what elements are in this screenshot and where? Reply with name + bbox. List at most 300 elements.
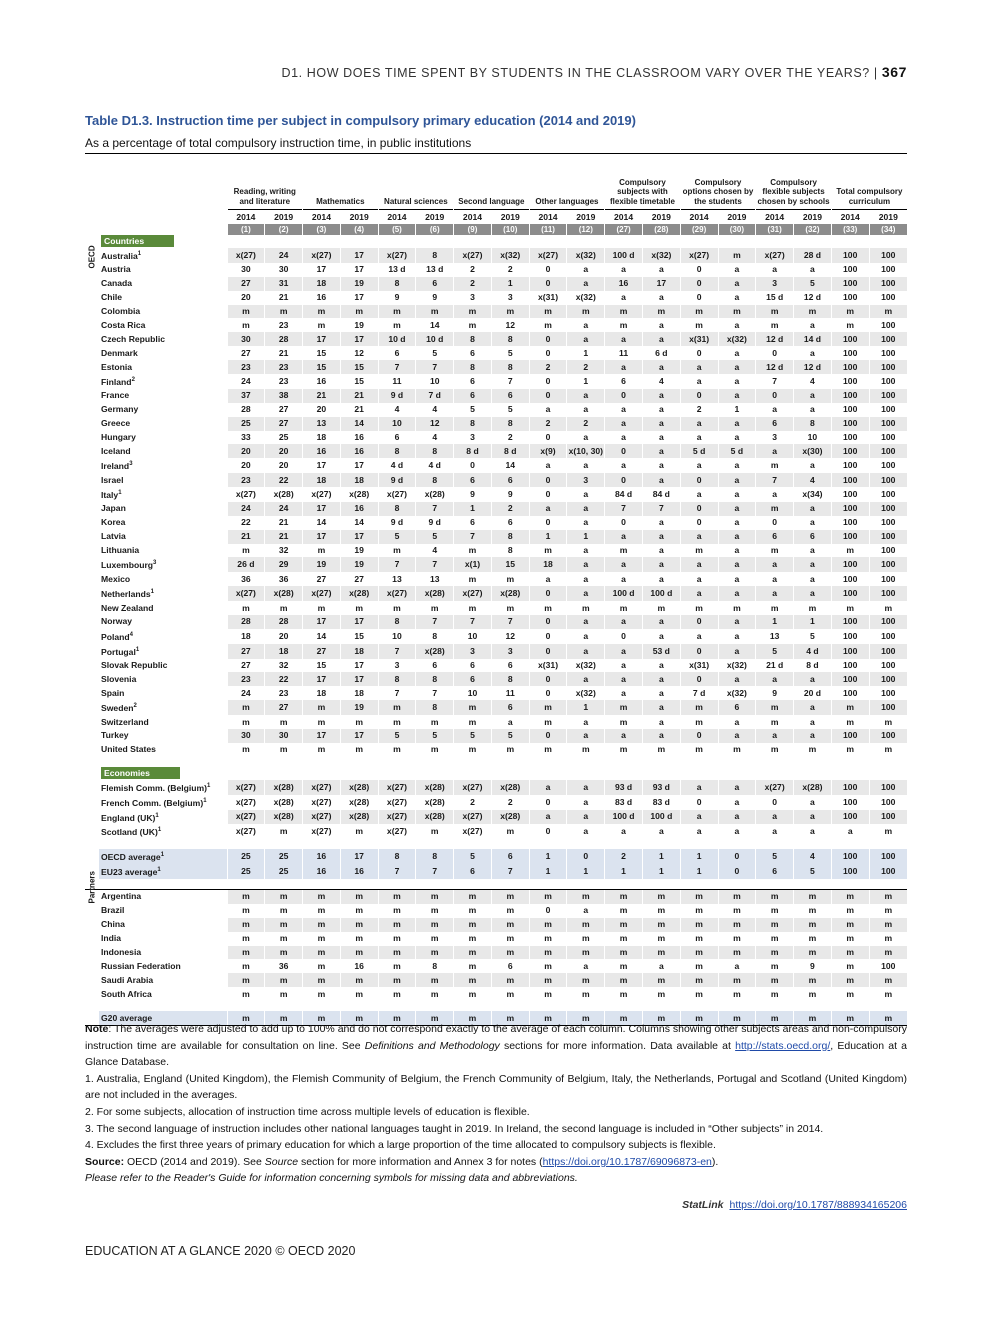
value-cell: a: [567, 586, 605, 601]
value-cell: a: [642, 516, 680, 530]
value-cell: m: [227, 973, 265, 987]
value-cell: 7: [416, 615, 454, 629]
value-cell: 6: [454, 346, 492, 360]
value-cell: 28: [227, 615, 265, 629]
row-label-text: France: [101, 390, 130, 401]
row-label: [99, 904, 227, 918]
value-cell: m: [756, 959, 794, 973]
value-cell: m: [680, 918, 718, 932]
table-row: [85, 502, 907, 516]
footnote-marker: 3: [129, 461, 133, 468]
table-row: [85, 572, 907, 586]
value-cell: 21: [227, 530, 265, 544]
value-cell: a: [794, 403, 832, 417]
value-cell: a: [794, 715, 832, 729]
value-cell: m: [718, 248, 756, 263]
value-cell: m: [529, 700, 567, 715]
row-label-text: Czech Republic: [101, 333, 165, 344]
value-cell: 2: [567, 360, 605, 374]
value-cell: 28: [265, 332, 303, 346]
side-label: [85, 870, 99, 1001]
value-cell: m: [831, 959, 869, 973]
table-subtitle: As a percentage of total compulsory instruction time, in public institutions: [85, 136, 472, 150]
value-cell: 1: [794, 615, 832, 629]
row-label-text: Estonia: [101, 361, 133, 372]
value-cell: m: [567, 973, 605, 987]
value-cell: 36: [265, 572, 303, 586]
value-cell: a: [642, 672, 680, 686]
value-cell: 0: [605, 629, 643, 644]
value-cell: m: [529, 601, 567, 615]
value-cell: m: [831, 987, 869, 1001]
value-cell: m: [605, 305, 643, 319]
year-cell: 2019: [567, 210, 605, 225]
value-cell: 100: [869, 849, 907, 864]
value-cell: m: [378, 715, 416, 729]
value-cell: 13 d: [416, 263, 454, 277]
value-cell: m: [756, 973, 794, 987]
value-cell: 0: [529, 516, 567, 530]
value-cell: 17: [303, 263, 341, 277]
value-cell: m: [605, 973, 643, 987]
table-row: [85, 715, 907, 729]
table-row: [85, 332, 907, 346]
note-paragraph: [85, 1021, 907, 1071]
value-cell: m: [756, 715, 794, 729]
value-cell: 1: [642, 849, 680, 864]
value-cell: x(28): [416, 780, 454, 795]
value-cell: m: [831, 946, 869, 960]
row-label: [99, 431, 227, 445]
value-cell: x(32): [642, 248, 680, 263]
value-cell: 100: [831, 360, 869, 374]
value-cell: m: [756, 318, 794, 332]
source-text: section for more information and Annex 3 for notes (: [298, 1155, 543, 1168]
statlink-url[interactable]: https://doi.org/10.1787/888934165206: [729, 1199, 907, 1211]
value-cell: 27: [227, 277, 265, 291]
value-cell: 16: [340, 502, 378, 516]
value-cell: a: [567, 403, 605, 417]
value-cell: m: [416, 918, 454, 932]
value-cell: 10 d: [416, 332, 454, 346]
value-cell: a: [605, 729, 643, 743]
value-cell: x(28): [491, 586, 529, 601]
row-label: [99, 572, 227, 586]
row-label-text: Korea: [101, 517, 126, 528]
value-cell: m: [794, 987, 832, 1001]
value-cell: x(27): [303, 824, 341, 839]
footnote-marker: 2: [131, 376, 135, 383]
value-cell: a: [529, 810, 567, 825]
value-cell: 16: [340, 444, 378, 458]
value-cell: m: [491, 987, 529, 1001]
value-cell: a: [718, 780, 756, 795]
column-number-cell: (32): [794, 224, 832, 235]
value-cell: m: [680, 932, 718, 946]
value-cell: a: [756, 263, 794, 277]
value-cell: 10: [454, 686, 492, 700]
value-cell: 6: [491, 700, 529, 715]
column-number-cell: (30): [718, 224, 756, 235]
value-cell: m: [756, 1011, 794, 1025]
value-cell: m: [567, 743, 605, 757]
value-cell: a: [529, 403, 567, 417]
value-cell: x(28): [340, 795, 378, 810]
value-cell: m: [454, 318, 492, 332]
value-cell: 36: [227, 572, 265, 586]
value-cell: 0: [529, 644, 567, 659]
source-link[interactable]: https://doi.org/10.1787/69096873-en: [542, 1155, 712, 1168]
value-cell: a: [680, 824, 718, 839]
row-label: [99, 417, 227, 431]
value-cell: 1: [605, 864, 643, 879]
value-cell: x(27): [756, 780, 794, 795]
value-cell: 4: [378, 403, 416, 417]
value-cell: 100: [869, 586, 907, 601]
value-cell: 100: [869, 374, 907, 389]
value-cell: m: [491, 305, 529, 319]
value-cell: a: [718, 824, 756, 839]
value-cell: a: [718, 473, 756, 487]
value-cell: 22: [227, 516, 265, 530]
value-cell: 7: [416, 502, 454, 516]
row-label-text: Slovak Republic: [101, 660, 168, 671]
stats-link[interactable]: http://stats.oecd.org/: [735, 1039, 831, 1052]
table-row: [85, 889, 907, 903]
row-label-text: Australia: [101, 250, 138, 261]
value-cell: a: [605, 824, 643, 839]
value-cell: 8: [416, 959, 454, 973]
value-cell: 8: [416, 700, 454, 715]
value-cell: 15: [340, 374, 378, 389]
value-cell: a: [718, 644, 756, 659]
section-label-cell: [99, 767, 907, 780]
note-label: Note: [85, 1023, 109, 1035]
value-cell: m: [605, 544, 643, 558]
value-cell: m: [831, 700, 869, 715]
value-cell: m: [303, 601, 341, 615]
value-cell: 8: [378, 444, 416, 458]
year-cell: 2014: [831, 210, 869, 225]
value-cell: 13: [378, 572, 416, 586]
value-cell: 100: [869, 700, 907, 715]
value-cell: 100: [869, 403, 907, 417]
value-cell: 0: [529, 686, 567, 700]
table-row: [85, 544, 907, 558]
value-cell: x(1): [454, 557, 492, 572]
value-cell: a: [794, 700, 832, 715]
value-cell: a: [567, 715, 605, 729]
table-row: [85, 277, 907, 291]
value-cell: m: [831, 601, 869, 615]
value-cell: 5: [491, 729, 529, 743]
row-label-text: Poland: [101, 631, 130, 642]
value-cell: x(32): [718, 659, 756, 673]
value-cell: 17: [340, 291, 378, 305]
value-cell: a: [605, 672, 643, 686]
value-cell: a: [642, 686, 680, 700]
row-label: [99, 715, 227, 729]
table-row: [85, 987, 907, 1001]
value-cell: 17: [340, 849, 378, 864]
value-cell: 27: [265, 700, 303, 715]
value-cell: m: [454, 973, 492, 987]
row-label-text: Slovenia: [101, 673, 137, 684]
value-cell: 4: [794, 473, 832, 487]
value-cell: 0: [605, 389, 643, 403]
value-cell: 4: [416, 403, 454, 417]
value-cell: x(27): [378, 780, 416, 795]
value-cell: 16: [303, 291, 341, 305]
year-cell: 2014: [529, 210, 567, 225]
value-cell: x(28): [340, 810, 378, 825]
note-text: sections for more information. Data available at: [499, 1039, 736, 1052]
row-label: [99, 389, 227, 403]
value-cell: a: [567, 959, 605, 973]
value-cell: a: [756, 403, 794, 417]
value-cell: 19: [340, 318, 378, 332]
value-cell: 17: [303, 615, 341, 629]
value-cell: 100: [831, 615, 869, 629]
section-label: Countries: [101, 235, 174, 247]
value-cell: a: [794, 458, 832, 473]
value-cell: 100: [869, 659, 907, 673]
row-label: [99, 586, 227, 601]
value-cell: m: [605, 904, 643, 918]
value-cell: m: [303, 987, 341, 1001]
value-cell: 17: [340, 615, 378, 629]
source-paragraph: [85, 1154, 907, 1171]
value-cell: a: [567, 318, 605, 332]
value-cell: x(31): [680, 659, 718, 673]
value-cell: m: [491, 973, 529, 987]
value-cell: 20: [265, 629, 303, 644]
value-cell: m: [756, 918, 794, 932]
value-cell: m: [378, 305, 416, 319]
value-cell: m: [567, 987, 605, 1001]
value-cell: 24: [265, 502, 303, 516]
row-label-text: Japan: [101, 503, 126, 514]
value-cell: 2: [529, 360, 567, 374]
value-cell: m: [265, 743, 303, 757]
value-cell: 0: [680, 795, 718, 810]
value-cell: 100: [869, 516, 907, 530]
table-row: [85, 487, 907, 502]
value-cell: a: [718, 729, 756, 743]
value-cell: 8 d: [454, 444, 492, 458]
value-cell: a: [642, 700, 680, 715]
footnote-1: 1. Australia, England (United Kingdom), the Flemish Community of Belgium, the French Community of Belgium, Italy, the Netherlands, Portugal and Scotland (United Kingdom) are not included in the averages.: [85, 1072, 907, 1102]
value-cell: m: [416, 889, 454, 903]
value-cell: 7: [416, 360, 454, 374]
value-cell: m: [794, 973, 832, 987]
column-number-cell: (27): [605, 224, 643, 235]
value-cell: a: [605, 360, 643, 374]
value-cell: 18: [303, 431, 341, 445]
value-cell: x(34): [794, 487, 832, 502]
value-cell: a: [642, 824, 680, 839]
value-cell: m: [378, 987, 416, 1001]
value-cell: 24: [227, 374, 265, 389]
value-cell: 21 d: [756, 659, 794, 673]
value-cell: 27: [340, 572, 378, 586]
value-cell: a: [605, 458, 643, 473]
value-cell: 100: [831, 659, 869, 673]
value-cell: m: [605, 918, 643, 932]
table-row: [85, 291, 907, 305]
row-label: [99, 502, 227, 516]
value-cell: a: [680, 780, 718, 795]
value-cell: m: [605, 987, 643, 1001]
footnote-marker: 1: [203, 797, 207, 804]
value-cell: x(27): [378, 487, 416, 502]
value-cell: m: [378, 318, 416, 332]
column-number-cell: (10): [491, 224, 529, 235]
value-cell: m: [529, 544, 567, 558]
value-cell: 6: [491, 849, 529, 864]
value-cell: 100: [869, 959, 907, 973]
col-header: Mathematics: [303, 154, 379, 210]
row-label: [99, 659, 227, 673]
value-cell: 11: [605, 346, 643, 360]
value-cell: 100: [831, 403, 869, 417]
value-cell: x(27): [303, 586, 341, 601]
year-cell: 2014: [680, 210, 718, 225]
value-cell: m: [265, 715, 303, 729]
value-cell: x(28): [416, 487, 454, 502]
row-label-text: New Zealand: [101, 602, 154, 613]
value-cell: m: [265, 932, 303, 946]
table-row: [85, 946, 907, 960]
value-cell: 0: [605, 473, 643, 487]
value-cell: 20: [227, 291, 265, 305]
value-cell: 2: [567, 417, 605, 431]
value-cell: a: [756, 672, 794, 686]
value-cell: m: [718, 932, 756, 946]
value-cell: 8: [378, 277, 416, 291]
value-cell: 11: [491, 686, 529, 700]
value-cell: x(32): [567, 686, 605, 700]
value-cell: 20: [227, 458, 265, 473]
value-cell: 5: [454, 849, 492, 864]
value-cell: 7: [454, 530, 492, 544]
value-cell: 6: [756, 864, 794, 879]
value-cell: x(27): [227, 487, 265, 502]
value-cell: a: [567, 795, 605, 810]
value-cell: m: [605, 932, 643, 946]
value-cell: 5: [756, 849, 794, 864]
value-cell: a: [718, 431, 756, 445]
row-label-text: England (UK): [101, 812, 156, 823]
column-number-cell: (3): [303, 224, 341, 235]
value-cell: a: [718, 374, 756, 389]
table-row: [85, 795, 907, 810]
row-label-text: India: [101, 933, 122, 944]
value-cell: 0: [718, 864, 756, 879]
value-cell: m: [303, 700, 341, 715]
value-cell: x(27): [529, 248, 567, 263]
value-cell: 1: [756, 615, 794, 629]
value-cell: 0: [756, 795, 794, 810]
value-cell: m: [605, 743, 643, 757]
value-cell: 6 d: [642, 346, 680, 360]
table-row: [85, 904, 907, 918]
value-cell: 100: [831, 557, 869, 572]
table-row: [85, 431, 907, 445]
value-cell: m: [529, 889, 567, 903]
value-cell: 20: [265, 444, 303, 458]
value-cell: a: [642, 557, 680, 572]
value-cell: 27: [303, 572, 341, 586]
note-text: , Education at a Glance Database.: [85, 1039, 907, 1069]
value-cell: 25: [227, 849, 265, 864]
table-notes: [85, 1021, 907, 1187]
value-cell: 21: [340, 403, 378, 417]
value-cell: 0: [529, 629, 567, 644]
value-cell: a: [718, 502, 756, 516]
running-header-separator: |: [869, 66, 882, 80]
value-cell: 8: [378, 502, 416, 516]
year-cell: 2019: [718, 210, 756, 225]
row-label-text: United States: [101, 744, 156, 755]
value-cell: a: [642, 417, 680, 431]
value-cell: 5 d: [718, 444, 756, 458]
value-cell: 14: [416, 318, 454, 332]
value-cell: m: [567, 305, 605, 319]
value-cell: m: [642, 1011, 680, 1025]
value-cell: 7: [416, 557, 454, 572]
value-cell: 0: [529, 374, 567, 389]
value-cell: m: [340, 715, 378, 729]
column-number-cell: (34): [869, 224, 907, 235]
table-row: [85, 516, 907, 530]
value-cell: m: [491, 889, 529, 903]
table-row: [85, 360, 907, 374]
value-cell: 8: [491, 672, 529, 686]
value-cell: 100: [869, 572, 907, 586]
value-cell: 100: [869, 389, 907, 403]
value-cell: m: [869, 932, 907, 946]
value-cell: m: [416, 904, 454, 918]
value-cell: 12: [340, 346, 378, 360]
value-cell: 18: [340, 473, 378, 487]
value-cell: 18: [529, 557, 567, 572]
table-row: [85, 918, 907, 932]
value-cell: 84 d: [605, 487, 643, 502]
table-row: [85, 644, 907, 659]
value-cell: 1: [567, 374, 605, 389]
value-cell: 0: [529, 431, 567, 445]
value-cell: 4: [416, 544, 454, 558]
value-cell: 100: [869, 346, 907, 360]
value-cell: 2: [605, 849, 643, 864]
value-cell: 100: [869, 810, 907, 825]
value-cell: 0: [529, 795, 567, 810]
value-cell: 100: [831, 458, 869, 473]
row-label: [99, 686, 227, 700]
value-cell: 19: [340, 557, 378, 572]
row-label-text: Hungary: [101, 431, 136, 442]
value-cell: m: [227, 544, 265, 558]
value-cell: x(27): [227, 780, 265, 795]
value-cell: a: [642, 318, 680, 332]
value-cell: 5: [416, 729, 454, 743]
value-cell: m: [454, 987, 492, 1001]
value-cell: m: [529, 959, 567, 973]
row-label: [99, 557, 227, 572]
value-cell: 17: [303, 458, 341, 473]
value-cell: m: [491, 932, 529, 946]
